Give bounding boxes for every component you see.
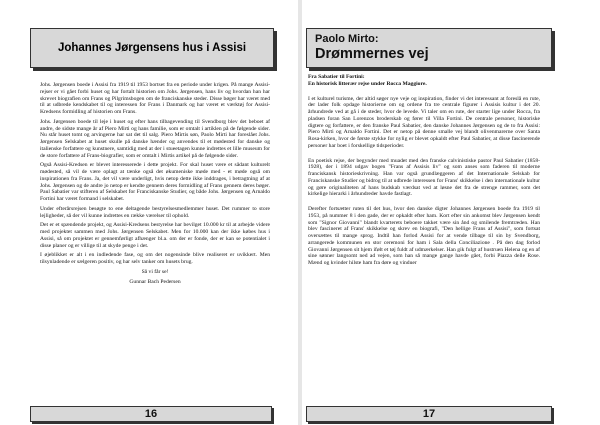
subheading: En historisk litterær rejse under Rocca Maggiore. [308, 80, 427, 87]
page-number-left: 16 [30, 406, 272, 422]
left-paragraph: Under efterårsrejsen besøgte to ene deltagende bestyrelsesmedlemmer huset. Det rummer to store lejligheder, så der vil kunne indrettes en række værelser til ophold. [40, 205, 270, 219]
left-paragraph: Johs. Jørgensen boede til leje i huset og efter hans tilbagevending til Svendborg blev det beboet af andre, de sidste mange år af Piero Mirti og hans familie, som er omtalt i artiklen på de følgende sider. Nu står huset tomt og arvingerne har sat det til salg. Piero Mirtis søn, Paolo Mirti har foreslået Johs. Jørgensen Selskabet at huset skulle på danske hænder og anvendes til et mødested for danske og italienske forfattere og kunstnere, samtidig med at der i stueetagen kunne indrettes et lille museum for de store forfattere af Frans-biografier, som er omtalt i Mirtis artikel på de følgende sider. [40, 118, 270, 159]
subheading: Fra Sabatier til Fortini: [308, 74, 365, 80]
right-paragraph: Derefter fortsætter ruten til det hus, hvor den danske digter Johannes Jørgensen boede fra 1919 til 1953, på nummer 8 i den gade, der er opkaldt efter ham. Kort efter sin ankomst blev Jørgensen kendt som "Signor Giovanni" blandt kvarterets beboere takket være sin ånd og smilende fremtræden. Han blev fascineret af Frans' skikkelse og skrev en biografi, "Den hellige Frans af Assisi", som fortsat oversættes til mange sprog. Indtil han forlod Assisi for at vende tilbage til sin by Svendborg, arrangerede kommunen en stor ceremoni for ham i Sala della Conciliazione . På den dag forlod Giovanni Jørgensen sit hjem ifølt et tøj fuldt af udmærkelser. Han gik fulgt af hustruen Helena og en af sine sønner langsomt ned ad vejen, som han så mange gange havde gået, forbi Piazza delle Rose. Mænd og kvinder hilste ham fra døre og vinduer [308, 206, 540, 266]
left-paragraph: Også Assisi-Kredsen er blevet interesserede i dette projekt. For skal huset være et sådant kulturelt mødested, så vil de være oplagt at tænke også det økumeniske møde med - et møde også om inspirationen fra Frans. Ja, det vil være underligt, hvis netop dette ikke inddrages, i betragtning af at Johs. Jørgensen og de andre jo netop er kendte gennem deres formidling af Frans gennem deres bøger. Paul Sabatier var stifteren af Selskabet for Franciskanske Studier, og både Johs. Jørgensen og Arnaldo Fortini har været formand i selskabet. [40, 162, 270, 202]
closing-line: Så vi får se! [141, 268, 169, 275]
right-page-body [308, 74, 540, 270]
left-paragraph: I øjeblikket er alt i en indledende fase, og om det nogensinde blive realiseret er uvikkert. Men tilsynladende er sælgeren positiv, og har selv tanker om husets brug. [40, 252, 270, 265]
left-page-body [40, 82, 270, 288]
right-page-header [306, 28, 552, 68]
signature: Gunnar Bach Pedersen [129, 278, 181, 285]
right-page [300, 0, 600, 425]
article-title: Drømmernes vej [315, 46, 429, 62]
left-page-title: Johannes Jørgensens hus i Assisi [57, 42, 247, 54]
article-author: Paolo Mirto: [315, 33, 379, 45]
page-number-right: 17 [306, 406, 552, 422]
left-paragraph: Det er et spændende projekt, og Assisi-Kredsens bestyrelse har bevilget 10.000 kr til at arbejde videre med projektet sammen med Johs. Jørgensen Selskabet. Men for 10.000 kan der ikke købes hus i Assisi, så om projektet er gennemførligt afhænger bl.a. om der er fonde, der er kan se potentialet i disse planer og er villige til at skyde penge i det. [40, 222, 270, 249]
right-paragraph: I et kulturel turisme, der altid søger nye veje og inspiration, finder vi det interessant at foreslå en rute, der lader folk opdage historierne om og ordene fra tre centrale figurer i Assisis kultur i det 20. århundrede ved at gå i de steder, hvor de levede. Vi taler om en rute, der starter lige under Rocca, fra pladsen foran San Lorenzos broderskab og fører til Villa Fortini. De centrale personer, historiske digtere og forfattere, er den franske Paul Sabatier, den danske Johannes Jørgensen og de to fra Assisi: Piero Mirti og Arnaldo Fortini. Det er netop på denne smalle vej blandt olivenmarerne over Santa Rosa-kirken, hvor de første stykke for nylig er blevet opkaldt efter Paul Sabatier, at disse fascinerende personer har boet i forskellige tidsperioder. [308, 95, 540, 149]
left-paragraph: Johs. Jørgensen boede i Assisi fra 1919 til 1953 bortset fra en periode under krigen. På mange Assisi-rejser er vi gået forbi huset og har fortalt historien om Johs. Jørgensen, hans liv og hvordan han har skrevet biografien om Frans og Pilgrimsbogen om de franciskanske steder. Disse bøger har været med til at udbrede kendskabet til og interessen for Frans i Danmark og har været et værktøj for Assisi-Kredsens formidling af historien om Frans. [40, 82, 270, 115]
left-page-header [30, 28, 274, 68]
right-paragraph: En poetisk rejse, der begynder med muadet med den franske calvinistiske pastor Paul Sabatier (1858-1928), der i 1894 udgav bogen "Frans af Assisis liv" og som anses som faderen til moderne franciskansk historieskrivning. Han var også grundlæggeren af det Internationale Selskab for Franciskanske Studier og bidrog til at udbrede interessen for Frans' skikkelse i den internationale kultur og gøre originaliteten af hans budskab værdsat ved at løsne det fra de strenge rammer, som det kirkelige hierarki i århundreder havde fastlagt. [308, 157, 540, 198]
